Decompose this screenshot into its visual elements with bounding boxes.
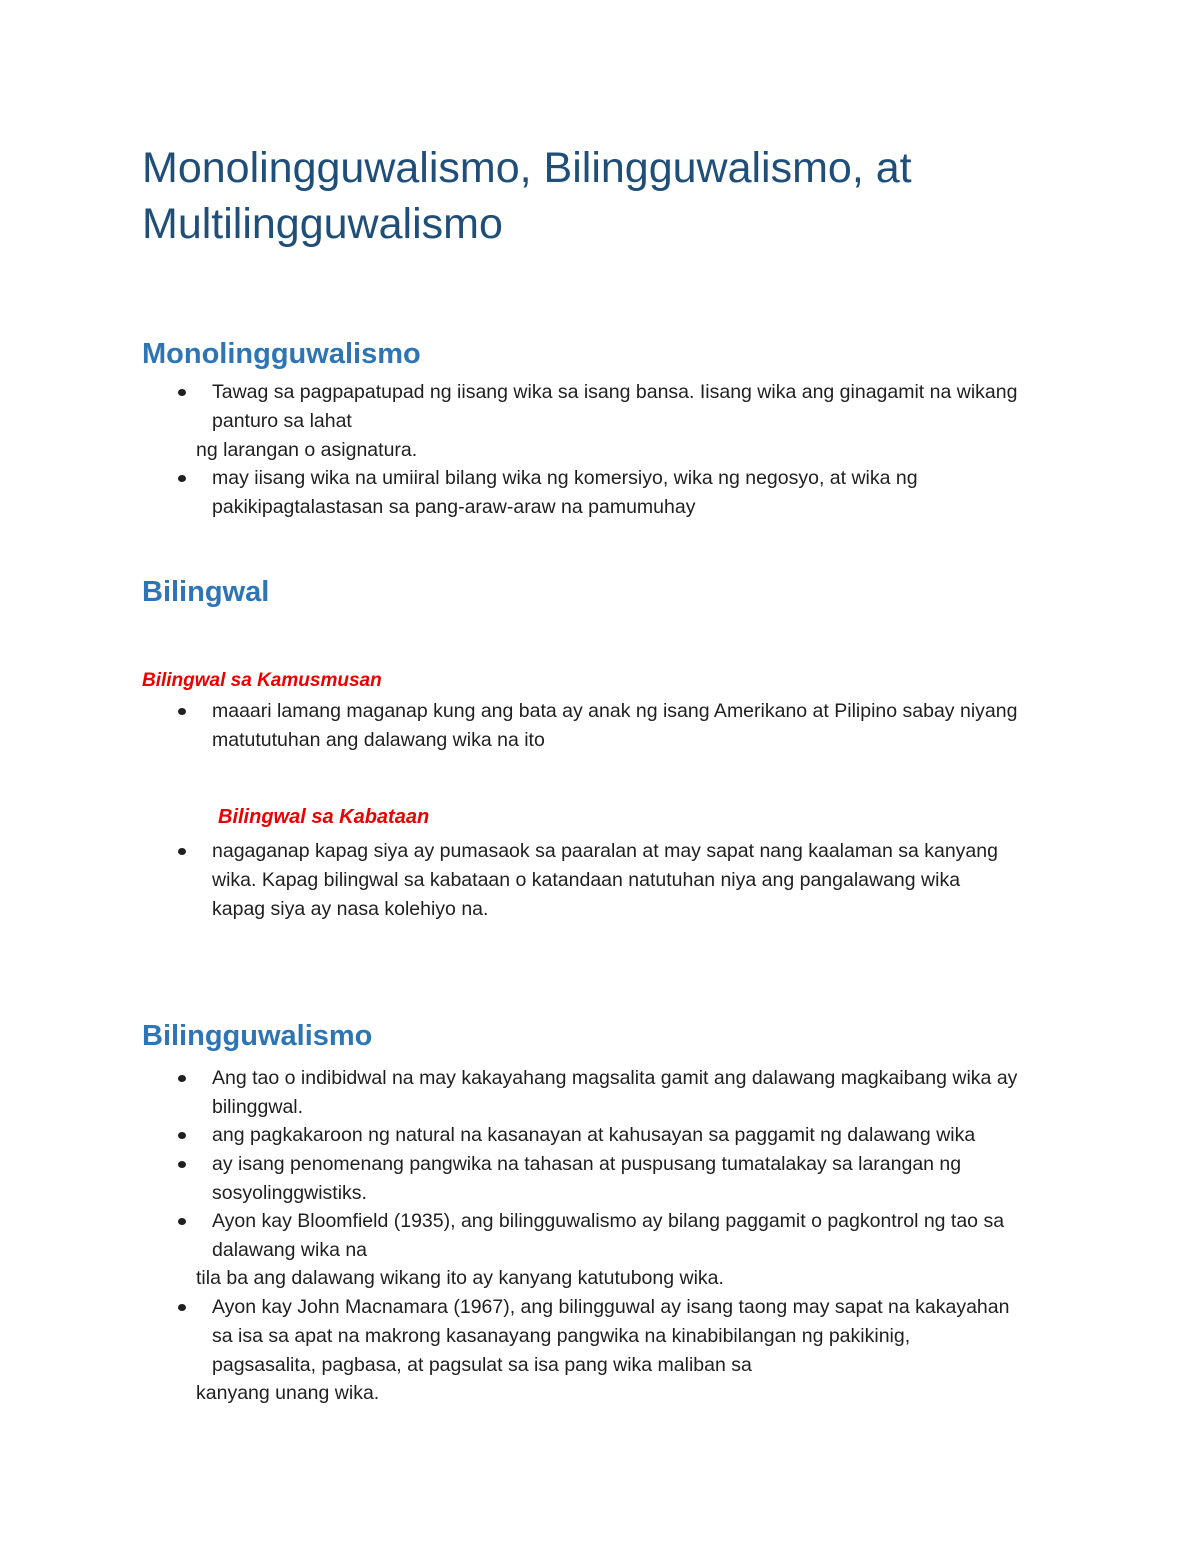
list-item-text: may iisang wika na umiiral bilang wika ng komersiyo, wika ng negosyo, at wika ng pakikipagtalastasan sa pang-araw-araw na pamumuhay: [212, 467, 918, 518]
list-item-continuation: ng larangan o asignatura.: [196, 439, 418, 461]
bullet-icon: [178, 475, 186, 482]
list-item: [178, 1150, 1058, 1208]
list-item: [178, 378, 1058, 436]
list-item-text: Ayon kay Bloomfield (1935), ang bilingguwalismo ay bilang paggamit o pagkontrol ng tao sa dalawang wika na: [212, 1210, 1005, 1261]
list-item-text: ay isang penomenang pangwika na tahasan at puspusang tumatalakay sa larangan ng sosyolinggwistiks.: [212, 1153, 962, 1204]
list-item: [178, 1121, 1078, 1150]
bullet-icon: [178, 1075, 186, 1082]
list-item: [178, 464, 1038, 522]
list-item-text: Ayon kay John Macnamara (1967), ang bilingguwal ay isang taong may sapat na kakayahan sa isa sa apat na makrong kasanayang pangwika na kinabibilangan ng pakikinig, pagsasalita, pagbasa, at pagsulat sa isa pang wika maliban sa: [212, 1296, 1010, 1376]
bullet-icon: [178, 389, 186, 396]
list-item: [178, 1293, 1018, 1380]
bullet-icon: [178, 1218, 186, 1225]
list-item-continuation: kanyang unang wika.: [196, 1382, 380, 1404]
list-item: [178, 1064, 1058, 1122]
bullet-icon: [178, 1304, 186, 1311]
bullet-icon: [178, 708, 186, 715]
heading-monolingguwalismo: Monolingguwalismo: [142, 338, 421, 370]
bullet-icon: [178, 848, 186, 855]
list-item-text: maaari lamang maganap kung ang bata ay anak ng isang Amerikano at Pilipino sabay niyang matututuhan ang dalawang wika na ito: [212, 700, 1018, 751]
list-item: [178, 697, 1058, 755]
list-item: [178, 1207, 1078, 1265]
document-title: Monolingguwalismo, Bilingguwalismo, at Multilingguwalismo: [142, 144, 912, 248]
list-item-text: Tawag sa pagpapatupad ng iisang wika sa isang bansa. Iisang wika ang ginagamit na wikang panturo sa lahat: [212, 381, 1018, 432]
list-item-continuation: tila ba ang dalawang wikang ito ay kanyang katutubong wika.: [196, 1267, 724, 1289]
bullet-icon: [178, 1161, 186, 1168]
heading-bilingwal: Bilingwal: [142, 576, 270, 608]
subheading-kabataan: Bilingwal sa Kabataan: [218, 806, 430, 828]
list-item-text: nagaganap kapag siya ay pumasaok sa paaralan at may sapat nang kaalaman sa kanyang wika. Kapag bilingwal sa kabataan o katandaan natutuhan niya ang pangalawang wika kapag siya ay nasa kolehiyo na.: [212, 840, 998, 920]
heading-bilingguwalismo: Bilingguwalismo: [142, 1020, 373, 1052]
subheading-kamusmusan: Bilingwal sa Kamusmusan: [142, 670, 382, 691]
list-item-text: Ang tao o indibidwal na may kakayahang magsalita gamit ang dalawang magkaibang wika ay bilinggwal.: [212, 1067, 1018, 1118]
list-item: [178, 837, 1018, 924]
bullet-icon: [178, 1132, 186, 1139]
list-item-text: ang pagkakaroon ng natural na kasanayan at kahusayan sa paggamit ng dalawang wika: [212, 1124, 976, 1146]
